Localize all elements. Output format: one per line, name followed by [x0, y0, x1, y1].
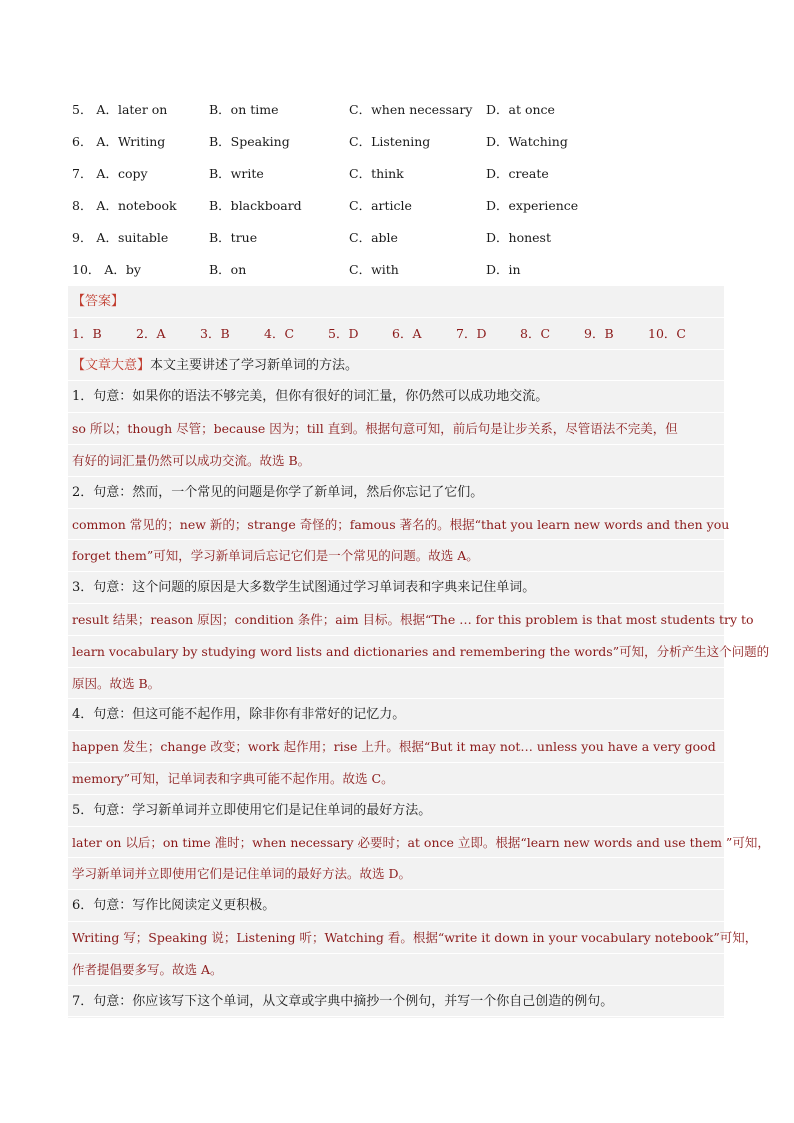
explanation-sentence: 1．句意：如果你的语法不够完美，但你有很好的词汇量，你仍然可以成功地交流。	[68, 381, 724, 413]
option-a: 10． A．by	[72, 262, 141, 277]
question-options	[72, 98, 732, 290]
option-a: 9． A．suitable	[72, 230, 169, 245]
explanation-detail: 原因。故选 B。	[68, 668, 724, 700]
explanation-detail: so 所以；though 尽管；because 因为；till 直到。根据句意可知，前后句是让步关系，尽管语法不完美，但	[68, 413, 724, 445]
explanation-detail: result 结果；reason 原因；condition 条件；aim 目标。根据“The … for this problem is that most students try to	[68, 604, 724, 636]
answer-heading-line	[68, 286, 724, 318]
explanation-sentence: 2．句意：然而，一个常见的问题是你学了新单词，然后你忘记了它们。	[68, 477, 724, 509]
option-a: 6． A．Writing	[72, 134, 166, 149]
option-b: B．Speaking	[209, 134, 290, 149]
explanation-detail: 有好的词汇量仍然可以成功交流。故选 B。	[68, 445, 724, 477]
explanation-detail: memory”可知，记单词表和字典可能不起作用。故选 C。	[68, 763, 724, 795]
option-d: D．in	[486, 262, 521, 277]
answer-key: 8．C	[520, 325, 551, 341]
option-a: 5． A．later on	[72, 102, 168, 117]
explanation-detail: learn vocabulary by studying word lists and dictionaries and remembering the words”可知，分析产生这个问题的	[68, 636, 724, 668]
option-c: C．able	[349, 230, 398, 245]
answer-key: 3．B	[200, 325, 230, 341]
answer-key: 1．B	[72, 325, 102, 341]
option-row	[72, 98, 732, 130]
explanation-sentence: 4．句意：但这可能不起作用，除非你有非常好的记忆力。	[68, 699, 724, 731]
summary-text: 本文主要讲述了学习新单词的方法。	[150, 357, 359, 373]
option-row	[72, 130, 732, 162]
option-d: D．Watching	[486, 134, 568, 149]
explanation-detail: later on 以后；on time 准时；when necessary 必要时；at once 立即。根据“learn new words and use them ”可知，	[68, 827, 724, 859]
option-a: 7． A．copy	[72, 166, 148, 181]
explanation-detail: 学习新单词并立即使用它们是记住单词的最好方法。故选 D。	[68, 858, 724, 890]
option-b: B．blackboard	[209, 198, 302, 213]
explanation-detail: Writing 写；Speaking 说；Listening 听；Watching 看。根据“write it down in your vocabulary notebook”可知，	[68, 922, 724, 954]
summary-line	[68, 350, 724, 382]
explanations	[68, 381, 770, 1017]
option-row	[72, 162, 732, 194]
option-b: B．on time	[209, 102, 279, 117]
explanation-sentence: 3．句意：这个问题的原因是大多数学生试图通过学习单词表和字典来记住单词。	[68, 572, 724, 604]
explanation-detail: 作者提倡要多写。故选 A。	[68, 954, 724, 986]
answer-section	[68, 286, 770, 1018]
summary-label: 【文章大意】	[72, 357, 151, 373]
explanation-sentence: 5．句意：学习新单词并立即使用它们是记住单词的最好方法。	[68, 795, 724, 827]
answer-key: 7．D	[456, 325, 487, 341]
option-c: C．when necessary	[349, 102, 473, 117]
answer-heading: 【答案】	[72, 294, 125, 309]
explanation-sentence: 7．句意：你应该写下这个单词，从文章或字典中摘抄一个例句，并写一个你自己创造的例句。	[68, 986, 724, 1018]
answer-key: 6．A	[392, 325, 422, 341]
answer-key: 10．C	[648, 325, 686, 341]
option-d: D．create	[486, 166, 549, 181]
explanation-detail: happen 发生；change 改变；work 起作用；rise 上升。根据“But it may not… unless you have a very good	[68, 731, 724, 763]
answer-key: 5．D	[328, 325, 359, 341]
option-d: D．experience	[486, 198, 579, 213]
answer-key: 4．C	[264, 325, 295, 341]
option-c: C．think	[349, 166, 404, 181]
answer-key: 2．A	[136, 325, 166, 341]
option-d: D．honest	[486, 230, 551, 245]
option-c: C．with	[349, 262, 399, 277]
option-c: C．article	[349, 198, 412, 213]
answer-keys	[68, 318, 724, 350]
explanation-sentence: 6．句意：写作比阅读定义更积极。	[68, 890, 724, 922]
option-b: B．on	[209, 262, 247, 277]
option-row	[72, 226, 732, 258]
answer-key: 9．B	[584, 325, 614, 341]
explanation-detail: forget them”可知，学习新单词后忘记它们是一个常见的问题。故选 A。	[68, 540, 724, 572]
explanation-detail: common 常见的；new 新的；strange 奇怪的；famous 著名的。根据“that you learn new words and then you	[68, 509, 724, 541]
option-c: C．Listening	[349, 134, 431, 149]
option-d: D．at once	[486, 102, 555, 117]
option-row	[72, 194, 732, 226]
option-b: B．true	[209, 230, 258, 245]
option-b: B．write	[209, 166, 264, 181]
option-a: 8． A．notebook	[72, 198, 177, 213]
